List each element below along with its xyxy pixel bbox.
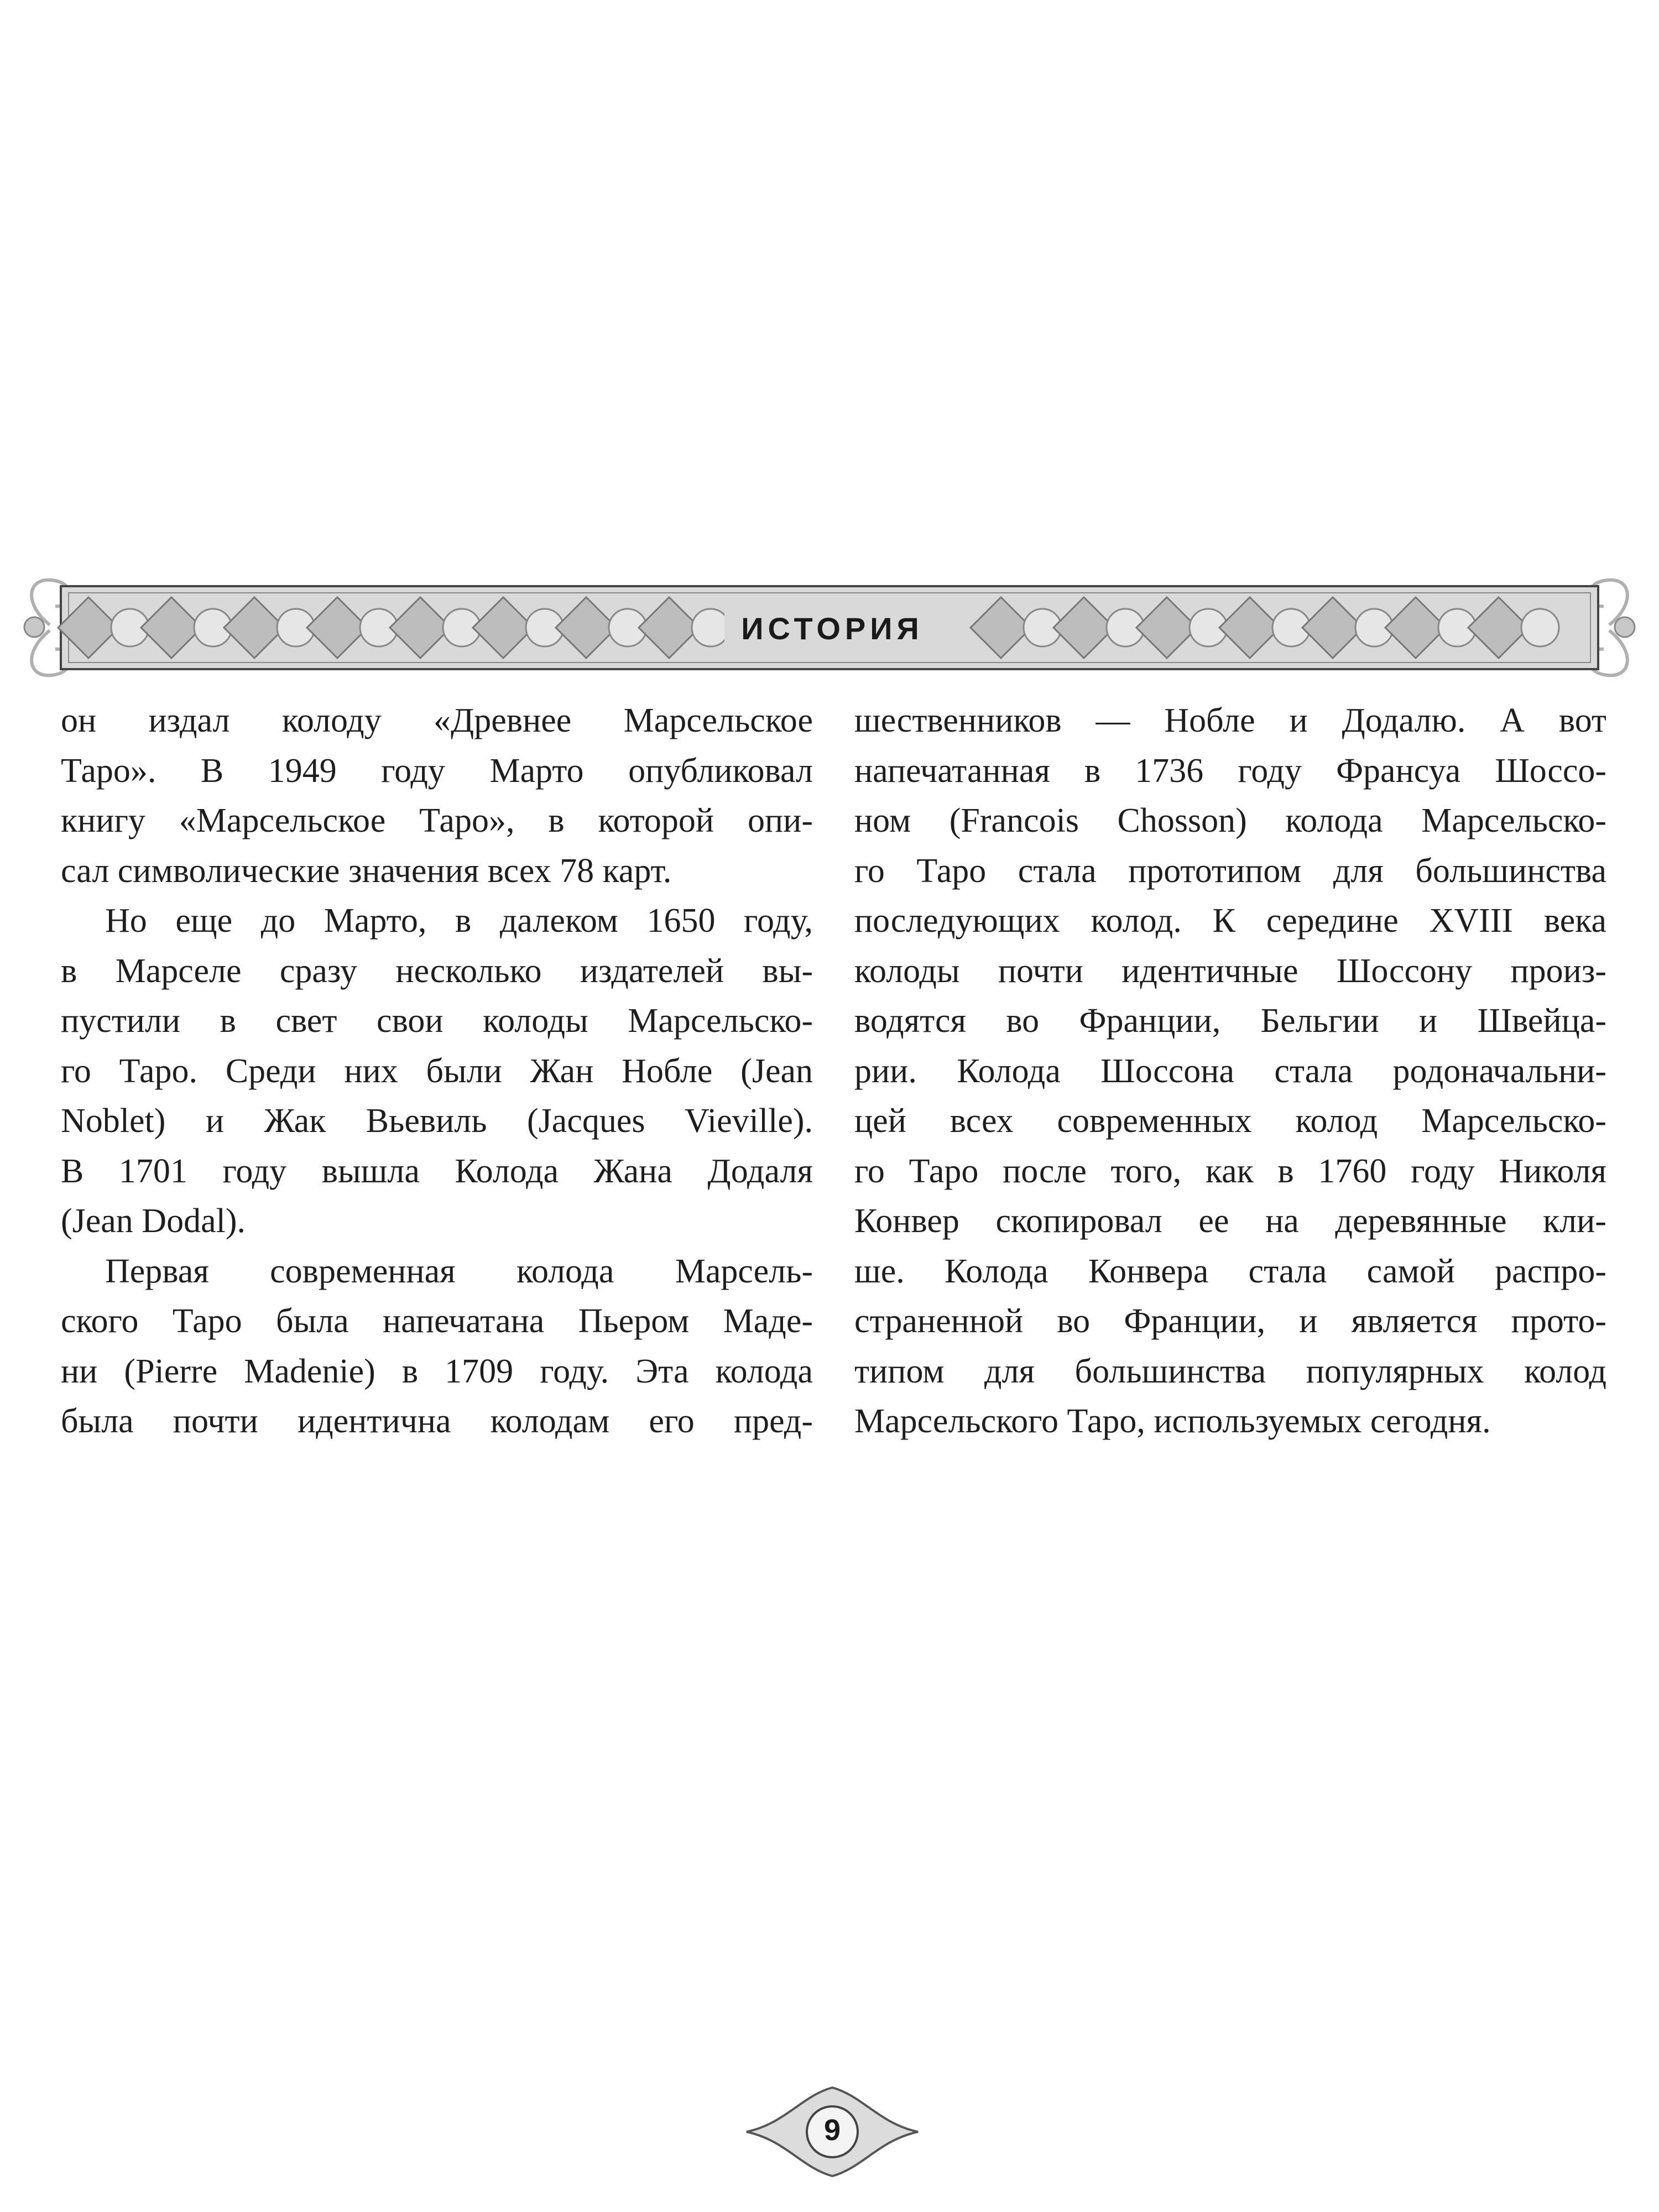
text-line: Марсельского Таро, используемых сегодня.: [854, 1402, 1491, 1440]
text-line: ше. Колода Конвера стала самой распро-: [854, 1252, 1606, 1290]
text-line: в Марселе сразу несколько издателей вы-: [61, 952, 813, 990]
text-line: ном (Francois Chosson) колода Марсельско-: [854, 802, 1606, 839]
text-line: Таро». В 1949 году Марто опубликовал: [61, 752, 813, 790]
text-line: рии. Колода Шоссона стала родоначальни-: [854, 1052, 1606, 1090]
text-line: шественников — Нобле и Додалю. А вот: [854, 702, 1606, 739]
text-line: Но еще до Марто, в далеком 1650 году,: [105, 902, 813, 940]
text-line: го Таро. Среди них были Жан Нобле (Jean: [61, 1052, 813, 1090]
text-line: ни (Pierre Madenie) в 1709 году. Эта колода: [61, 1352, 813, 1390]
text-line: напечатанная в 1736 году Франсуа Шоссо-: [854, 752, 1606, 790]
text-line: пустили в свет свои колоды Марсельско-: [61, 1002, 813, 1040]
text-line: последующих колод. К середине XVIII века: [854, 902, 1606, 940]
text-line: водятся во Франции, Бельгии и Швейца-: [854, 1002, 1606, 1040]
text-line: В 1701 году вышла Колода Жана Додаля: [61, 1152, 813, 1190]
left-text-column: [61, 696, 813, 1447]
text-line: Первая современная колода Марсель-: [105, 1252, 813, 1290]
text-line: типом для большинства популярных колод: [854, 1352, 1606, 1390]
text-line: цей всех современных колод Марсельско-: [854, 1102, 1606, 1140]
text-line: книгу «Марсельское Таро», в которой опи-: [61, 802, 813, 839]
banner-circle: [1521, 609, 1559, 646]
text-line: го Таро стала прототипом для большинства: [854, 852, 1606, 890]
right-text-column: [854, 696, 1606, 1447]
text-line: была почти идентична колодам его пред-: [61, 1402, 813, 1440]
section-title: ИСТОРИЯ: [724, 604, 940, 654]
text-line: Конвер скопировал ее на деревянные кли-: [854, 1202, 1606, 1240]
text-line: (Jean Dodal).: [61, 1202, 246, 1240]
page-number: 9: [823, 2114, 841, 2147]
text-line: колоды почти идентичные Шоссону произ-: [854, 952, 1606, 990]
text-line: сал символические значения всех 78 карт.: [61, 852, 672, 890]
text-line: Noblet) и Жак Вьевиль (Jacques Vieville).: [61, 1102, 813, 1140]
text-line: он издал колоду «Древнее Марсельское: [61, 702, 813, 739]
text-line: го Таро после того, как в 1760 году Николя: [854, 1152, 1606, 1190]
text-line: страненной во Франции, и является прото-: [854, 1302, 1606, 1340]
banner-circle: [692, 609, 729, 646]
text-line: ского Таро была напечатана Пьером Маде-: [61, 1302, 813, 1340]
